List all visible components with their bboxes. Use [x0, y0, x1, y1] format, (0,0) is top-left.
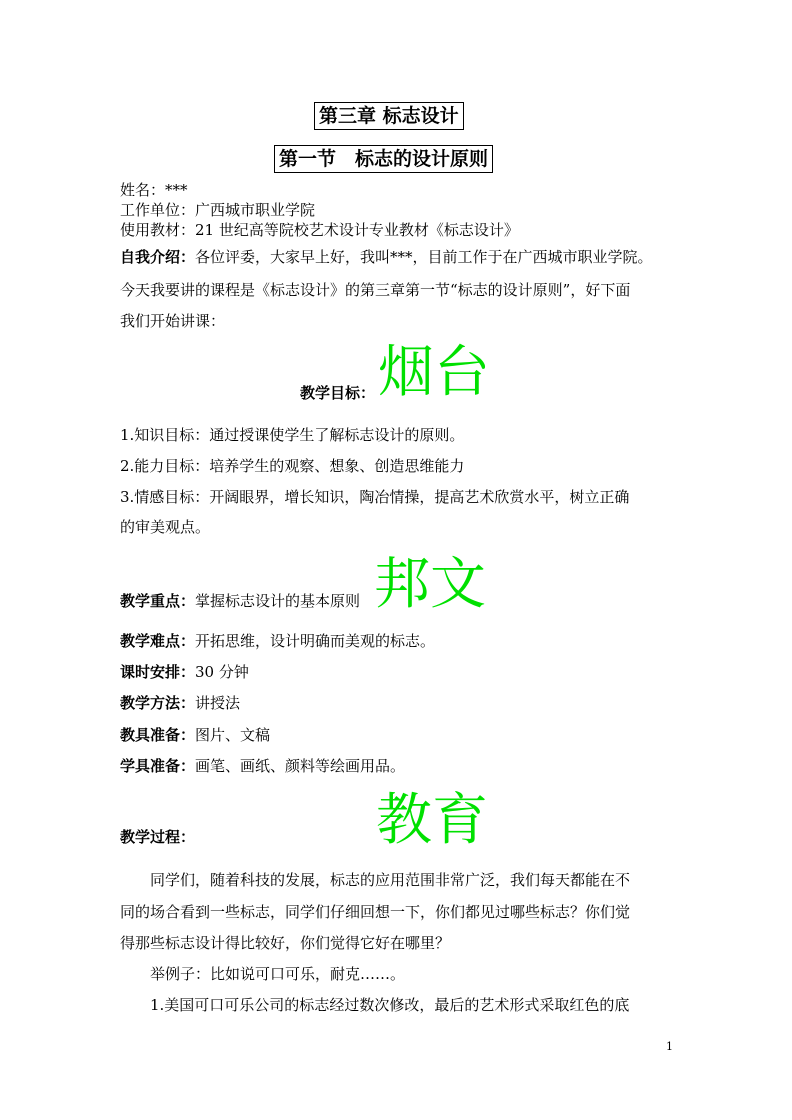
process-para1-line3: 得那些标志设计得比较好，你们觉得它好在哪里？	[120, 934, 451, 952]
schedule-text: 30 分钟	[195, 663, 249, 681]
unit-line: 工作单位：广西城市职业学院	[120, 201, 316, 219]
intro-cont-1: 今天我要讲的课程是《标志设计》的第三章第一节“标志的设计原则”，好下面	[120, 281, 631, 299]
method-line	[120, 694, 240, 712]
process-para1-line1: 同学们，随着科技的发展，标志的应用范围非常广泛，我们每天都能在不	[150, 871, 631, 889]
teaching-tools-line	[120, 726, 270, 744]
textbook-line: 使用教材：21 世纪高等院校艺术设计专业教材《标志设计》	[120, 221, 519, 239]
difficulty-label: 教学难点：	[120, 632, 196, 650]
difficulty-line	[120, 632, 435, 650]
key-point-line	[120, 592, 360, 610]
process-example: 举例子：比如说可口可乐，耐克……。	[150, 965, 406, 983]
teaching-tools-text: 图片、文稿	[195, 726, 271, 744]
section-title: 第一节 标志的设计原则	[274, 145, 493, 173]
intro-label: 自我介绍：	[120, 248, 196, 266]
student-tools-label: 学具准备：	[120, 757, 196, 775]
goal-item-2: 2.能力目标：培养学生的观察、想象、创造思维能力	[120, 457, 465, 475]
watermark-jiaoyu: 教育	[376, 788, 488, 853]
intro-text: 各位评委，大家早上好，我叫***，目前工作于在广西城市职业学院。	[195, 248, 653, 266]
process-para1-line2: 同的场合看到一些标志，同学们仔细回想一下，你们都见过哪些标志？你们觉	[120, 903, 631, 921]
chapter-title: 第三章 标志设计	[314, 102, 464, 130]
teaching-tools-label: 教具准备：	[120, 726, 196, 744]
goals-label: 教学目标：	[300, 384, 376, 402]
process-point-1: 1.美国可口可乐公司的标志经过数次修改，最后的艺术形式采取红色的底	[150, 996, 630, 1014]
method-text: 讲授法	[195, 694, 241, 712]
goal-item-3-cont: 的审美观点。	[120, 518, 211, 536]
intro-line	[120, 248, 653, 266]
intro-cont-2: 我们开始讲课：	[120, 312, 226, 330]
watermark-bangwen: 邦文	[374, 552, 486, 617]
name-line: 姓名：***	[120, 181, 188, 199]
key-point-label: 教学重点：	[120, 592, 196, 610]
process-label: 教学过程：	[120, 828, 196, 846]
method-label: 教学方法：	[120, 694, 196, 712]
goal-item-1: 1.知识目标：通过授课使学生了解标志设计的原则。	[120, 426, 465, 444]
schedule-label: 课时安排：	[120, 663, 196, 681]
difficulty-text: 开拓思维，设计明确而美观的标志。	[195, 632, 436, 650]
page-number: 1	[666, 1040, 673, 1053]
schedule-line	[120, 663, 249, 681]
student-tools-line	[120, 757, 405, 775]
goal-item-3: 3.情感目标：开阔眼界，增长知识，陶冶情操，提高艺术欣赏水平，树立正确	[120, 488, 630, 506]
key-point-text: 掌握标志设计的基本原则	[195, 592, 361, 610]
watermark-yantai: 烟台	[378, 340, 490, 405]
student-tools-text: 画笔、画纸、颜料等绘画用品。	[195, 757, 406, 775]
